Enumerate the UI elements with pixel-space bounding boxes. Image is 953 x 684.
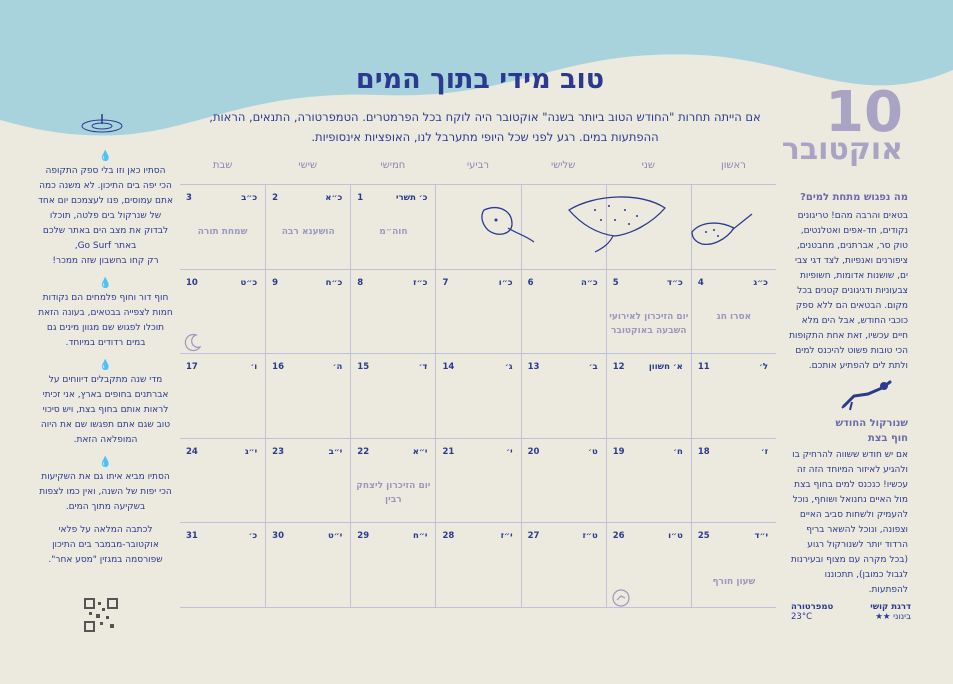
calendar-grid [180, 184, 776, 608]
day-number: 17 [186, 362, 198, 373]
month-name: אוקטובר [781, 132, 903, 167]
hebrew-date: ט״ו [668, 531, 683, 542]
day-number: 3 [186, 193, 192, 203]
calendar-day[interactable] [521, 439, 606, 524]
calendar-day[interactable] [606, 354, 691, 439]
left-paragraph-1b: רק קחו בחשבון שזה ממכר! [52, 256, 159, 266]
hebrew-date: כ׳ [248, 531, 258, 542]
snorkel-section [788, 416, 908, 598]
hebrew-date: ט׳ [588, 446, 598, 457]
calendar-day[interactable] [691, 270, 776, 355]
day-number: 15 [357, 362, 370, 373]
calendar-day[interactable] [521, 354, 606, 439]
left-column [38, 150, 173, 568]
day-event: הושענא רבה [281, 227, 335, 237]
day-event: יום הזיכרון ליצחק רבין [356, 480, 431, 505]
calendar-day[interactable] [521, 523, 606, 608]
day-number: 30 [272, 531, 284, 542]
day-number: 26 [612, 531, 625, 542]
day-number: 25 [697, 531, 710, 542]
calendar-day[interactable] [350, 185, 435, 270]
day-event: אסרו חג [716, 311, 752, 322]
hebrew-date: י״ח [413, 531, 428, 542]
hebrew-date: ד׳ [418, 362, 428, 373]
calendar-day[interactable] [606, 270, 691, 355]
day-number: 2 [272, 193, 279, 203]
calendar-day[interactable] [180, 439, 265, 524]
day-number: 20 [527, 446, 540, 457]
left-paragraph-2: חוף דור וחוף פלמחים הם נקודות חמות לצפייה בבטאים, בעונה הזאת תוכלו לפגוש שם מגוון מינים גם במים רדודים במיוחד. [38, 293, 173, 348]
calendar-day[interactable] [180, 354, 265, 439]
day-event: יום הזיכרון לאירועי השבעה באוקטובר [609, 311, 689, 336]
hebrew-date: כ׳ תשרי [396, 193, 428, 203]
day-number: 12 [612, 362, 625, 373]
weekday-label: שבת [212, 160, 233, 171]
calendar-day[interactable] [606, 439, 691, 524]
hebrew-date: ו׳ [250, 362, 258, 373]
hebrew-date: כ״ו [498, 277, 513, 288]
day-number: 6 [527, 277, 534, 288]
calendar-day[interactable] [265, 523, 350, 608]
calendar [180, 160, 776, 608]
day-number: 19 [612, 446, 625, 457]
hebrew-date: כ״ג [753, 277, 768, 288]
calendar-day[interactable] [180, 185, 265, 270]
day-number: 10 [825, 80, 903, 145]
left-paragraph-1: הסתיו כאן וזו בלי ספק התקופה הכי יפה בים התיכון. לא משנה כמה אתם עמוסים, פנו לעצמכם יום אחד של שנרקול בים פלטה, תוכלו לבדוק את מצב הים באתר שלכם באתר Go Surf, [38, 166, 173, 251]
left-paragraph-5: לכתבה המלאה על פלאי אוקטובר-מבמבר בים התיכון שפורסמה במגזין "מסע אחר". [48, 525, 163, 565]
difficulty-label: דרגת קושי [870, 602, 911, 612]
weekday-label: שני [641, 160, 655, 171]
day-number: 28 [442, 531, 455, 542]
day-number: 1 [357, 193, 364, 203]
hebrew-date: כ״א [325, 193, 343, 203]
calendar-day[interactable] [691, 523, 776, 608]
hebrew-date: כ״ט [240, 277, 258, 288]
day-number: 9 [272, 277, 279, 288]
hebrew-date: י״ב [328, 446, 343, 457]
calendar-day[interactable] [350, 270, 435, 355]
day-event: שמחת תורה [197, 227, 248, 237]
hebrew-date: ז׳ [760, 446, 768, 457]
day-number: 5 [612, 277, 619, 288]
hebrew-date: י״א [412, 446, 428, 457]
calendar-day[interactable] [265, 185, 350, 270]
weekday-label: שלישי [550, 160, 576, 171]
calendar-day[interactable] [691, 354, 776, 439]
calendar-day[interactable] [350, 439, 435, 524]
water-splash-icon [78, 112, 126, 136]
day-number: 11 [697, 362, 710, 373]
stingray-icon [565, 192, 675, 254]
calendar-day[interactable] [435, 354, 520, 439]
day-number: 18 [697, 446, 710, 457]
page-title: טוב מידי בתוך המים [355, 64, 605, 95]
hebrew-date: י״ג [244, 446, 258, 457]
right-column [788, 190, 908, 374]
snorkel-text: אם יש חודש ששווה להרחיק בו ולהגיע לאיזור המיוחד הזה זה עכשיו! כנכנס למים בחוף בצת מול האיים נחנואל ושוחף, נוכל להעמיק ולשחות סביב האיים וצפונה, ונוכל להשאר בריף הרדוד יותר לשנורקול רגוע (בכל מקרה עם מצוף ובעירנות לגבול כמובן), תתכוננו להפתעות. [790, 450, 908, 595]
calendar-day[interactable] [265, 354, 350, 439]
left-paragraph-3: מדי שנה מתקבלים דיווחים על אברתנים בחופים בארץ, אני זכיתי לראות אותם בחוף בצת, ויש סיכוי טוב שגם אתם תפגשו שם את היוה המופלאה הזאת. [40, 375, 171, 445]
hebrew-date: כ״ה [581, 277, 598, 288]
hebrew-date: ל׳ [759, 362, 768, 373]
calendar-day[interactable] [350, 354, 435, 439]
calendar-day[interactable] [265, 439, 350, 524]
hebrew-date: כ״ז [413, 277, 428, 288]
day-number: 21 [442, 446, 455, 457]
temperature-value: 23°C [791, 612, 813, 622]
what-we-meet-text: בטאים והרבה מהם! טריגונים נקודים, חד-אפים ואטלנטים, טוק סר, אברתנים, מחבטנים, ציפורנים ואנפיות, לצד דגי צבי ים, שושנות אדומות, חשופיות צבעוניות ודגיגונים קטנים בכל מקום. הבטאים הם ללא ספק כוכבי החודש, אבל הים מלא חיים עכשיו, זאת אחת התקופות הכי טובות פשוט להיכנס למים ולתת לים להפתיע אותכם. [789, 211, 908, 371]
snorkel-diver-icon [838, 378, 898, 412]
hebrew-date: י׳ [506, 446, 513, 457]
hebrew-date: כ״ח [325, 277, 343, 288]
weekday-label: שישי [298, 160, 318, 171]
day-number: 13 [527, 362, 540, 373]
day-number: 16 [272, 362, 284, 373]
hebrew-date: כ״ב [241, 193, 258, 203]
calendar-day[interactable] [350, 523, 435, 608]
moon-icon [183, 332, 203, 352]
hebrew-date: ט״ז [582, 531, 598, 542]
weekday-label: רביעי [466, 160, 490, 171]
droplet-icon: 💧 [99, 360, 112, 371]
hebrew-date: ה׳ [332, 362, 343, 373]
hebrew-date: י״ד [754, 531, 768, 542]
day-number: 8 [357, 277, 364, 288]
droplet-icon: 💧 [99, 278, 112, 289]
hebrew-date: ב׳ [588, 362, 598, 373]
calendar-day[interactable] [521, 270, 606, 355]
day-number: 31 [186, 531, 198, 542]
day-number: 29 [357, 531, 370, 542]
day-number: 10 [186, 277, 198, 288]
day-number: 27 [527, 531, 540, 542]
calendar-day[interactable] [435, 270, 520, 355]
droplet-icon: 💧 [99, 457, 112, 468]
eagle-ray-icon [478, 200, 538, 246]
intro-text: אם הייתה תחרות "החודש הטוב ביותר בשנה" אוקטובר היה לוקח בכל הפרמטרים. הטמפרטורה, התנאים, הראות, ההפתעות במים. רגע לפני שכל היופי מתערבל לנו, האופציות אינסופיות. [209, 110, 761, 144]
footer-stats [791, 602, 911, 622]
hebrew-date: י״ט [327, 531, 343, 542]
hebrew-date: א׳ חשוון [648, 362, 683, 373]
diver-badge-icon [611, 588, 631, 608]
qr-code-icon[interactable] [84, 598, 118, 632]
weekday-label: ראשון [720, 160, 746, 171]
droplet-icon: 💧 [99, 151, 112, 162]
snorkel-location: חוף בצת [868, 433, 908, 444]
calendar-day[interactable] [435, 523, 520, 608]
day-event: שעון חורף [712, 576, 756, 587]
snorkel-heading: שנורקול החודש [835, 418, 908, 429]
day-event: חוה״מ [379, 227, 408, 237]
hebrew-date: ג׳ [505, 362, 513, 373]
ray-icon [688, 210, 756, 256]
hebrew-date: י״ז [500, 531, 513, 542]
day-number: 22 [357, 446, 370, 457]
hebrew-date: ח׳ [673, 446, 683, 457]
left-paragraph-4: הסתיו מביא איתו גם את השקיעות הכי יפות של השנה, ואין כמו לצפות בשקיעה מתוך המים. [39, 472, 172, 512]
hebrew-date: כ״ד [667, 277, 683, 288]
day-number: 14 [442, 362, 455, 373]
weekday-label: חמישי [380, 160, 406, 171]
temperature-label: טמפרטורה [791, 602, 834, 612]
day-number: 7 [442, 277, 449, 288]
difficulty-value: בינוני [893, 612, 911, 622]
calendar-day[interactable] [691, 439, 776, 524]
what-we-meet-heading: מה נפגוש מתחת למים? [800, 192, 908, 203]
calendar-day[interactable] [180, 523, 265, 608]
stars-icon: ★★ [875, 612, 891, 622]
day-number: 23 [272, 446, 284, 457]
day-number: 24 [186, 446, 198, 457]
day-number: 4 [697, 277, 704, 288]
calendar-day[interactable] [265, 270, 350, 355]
calendar-day[interactable] [435, 439, 520, 524]
